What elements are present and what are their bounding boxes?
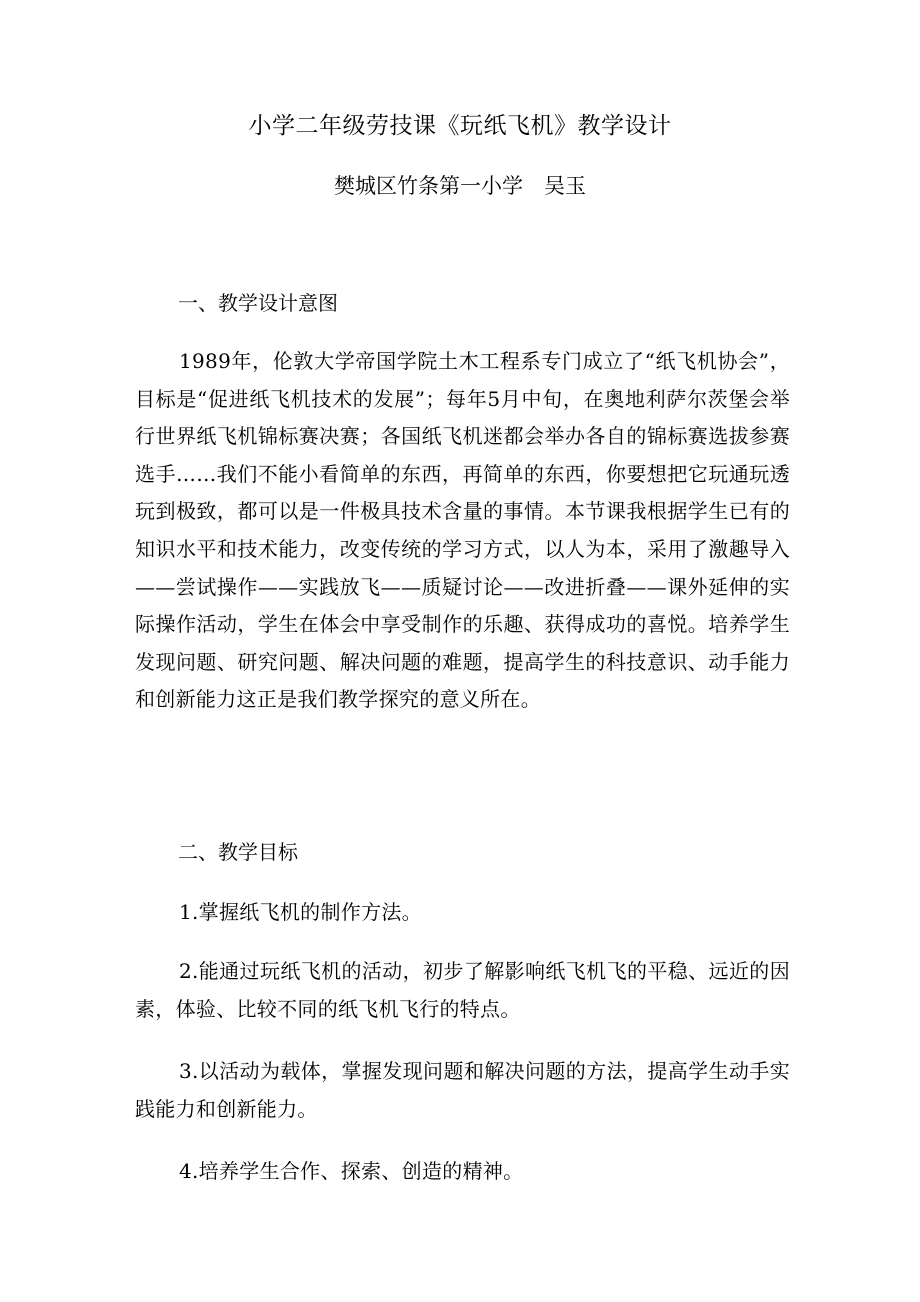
document-title: 小学二年级劳技课《玩纸飞机》教学设计 xyxy=(248,113,672,139)
intent-paragraph: 1989年，伦敦大学帝国学院土木工程系专门成立了“纸飞机协会”，目标是“促进纸飞机技术的发展”；每年5月中旬，在奥地利萨尔茨堡会举行世界纸飞机锦标赛决赛；各国纸飞机迷都会举办各自的锦标赛选拔参赛选手……我们不能小看简单的东西，再简单的东西，你要想把它玩通玩透玩到极致，都可以是一件极具技术含量的事情。本节课我根据学生已有的知识水平和技术能力，改变传统的学习方式，以人为本，采用了激趣导入——尝试操作——实践放飞——质疑讨论——改进折叠——课外延伸的实际操作活动，学生在体会中享受制作的乐趣、获得成功的喜悦。培养学生发现问题、研究问题、解决问题的难题，提高学生的科技意识、动手能力和创新能力这正是我们教学探究的意义所在。 xyxy=(135,349,790,712)
objective-item-4: 4.培养学生合作、探索、创造的精神。 xyxy=(179,1159,524,1183)
author-line: 樊城区竹条第一小学 吴玉 xyxy=(334,174,586,198)
section-heading-intent: 一、教学设计意图 xyxy=(178,291,338,315)
objective-item-1: 1.掌握纸飞机的制作方法。 xyxy=(179,900,422,924)
section-heading-objectives: 二、教学目标 xyxy=(178,840,298,864)
objective-item-2: 2.能通过玩纸飞机的活动，初步了解影响纸飞机飞的平稳、远近的因素，体验、比较不同的纸飞机飞行的特点。 xyxy=(135,959,790,1021)
objective-item-3: 3.以活动为载体，掌握发现问题和解决问题的方法，提高学生动手实践能力和创新能力。 xyxy=(135,1059,790,1121)
